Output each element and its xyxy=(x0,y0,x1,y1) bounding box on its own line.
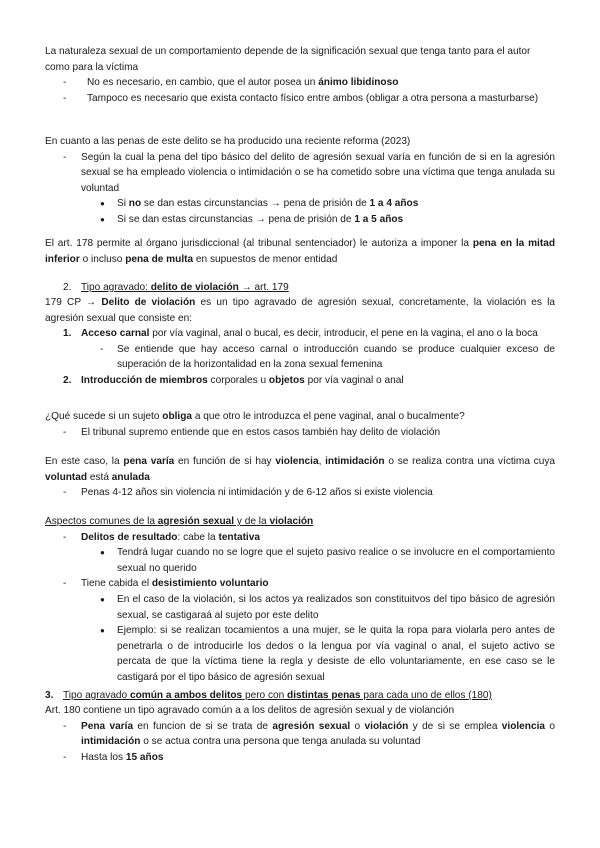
text-run: El art. 178 permite al órgano jurisdiccional (al tribunal sentenciador) le autoriza a imponer la xyxy=(45,238,473,249)
bold-term: anulada xyxy=(111,471,150,483)
bold-term: 1 a 5 años xyxy=(354,213,404,225)
bold-term: agresión sexual xyxy=(272,720,351,732)
dot-bullet: ● xyxy=(100,548,105,558)
section-forced-introduction xyxy=(45,409,555,440)
text-run: o se realiza contra una víctima cuya xyxy=(384,456,556,467)
list-item xyxy=(45,425,555,441)
bold-term: 1 a 4 años xyxy=(369,198,419,210)
list-item-text: Si se dan estas circunstancias → pena de prisión de xyxy=(117,213,355,225)
bold-term: voluntad xyxy=(45,471,88,483)
list-item xyxy=(45,576,555,592)
list-item-text: o se actua contra una persona que tenga anulada su voluntad xyxy=(140,736,421,748)
bold-term: pena en la mitad inferior xyxy=(45,238,555,265)
text-run: ¿Qué sucede si un sujeto xyxy=(45,411,163,422)
item-number: 2. xyxy=(63,374,72,386)
heading-number: 3. xyxy=(45,690,54,701)
numbered-item xyxy=(45,326,555,342)
list-item-text: en funcion de si se trata de xyxy=(133,720,273,732)
dot-bullet: ● xyxy=(100,199,105,209)
bold-term: desistimiento voluntario xyxy=(151,578,269,590)
list-item xyxy=(45,530,555,546)
bold-term: Pena varía xyxy=(81,720,134,732)
heading-text: → art. 179 xyxy=(238,282,289,293)
dot-bullet: ● xyxy=(100,626,105,636)
dot-bullet: ● xyxy=(100,214,105,224)
section-rape-definition xyxy=(45,295,555,389)
text-run: o incluso xyxy=(79,253,126,265)
section-title xyxy=(45,514,555,530)
list-item-text: por vía vaginal o anal xyxy=(304,374,404,386)
sub-list-item xyxy=(45,623,555,685)
list-item xyxy=(45,719,555,750)
dash-bullet: - xyxy=(63,92,67,104)
heading-row xyxy=(45,688,555,704)
section-common-aspects xyxy=(45,514,555,686)
list-item-text: Tampoco es necesario que exista contacto físico entre ambos (obligar a otra persona a masturbarse) xyxy=(87,92,539,104)
heading-text: pero con xyxy=(242,690,288,701)
bold-term: 15 años xyxy=(125,751,164,763)
bold-term: violación xyxy=(364,720,409,732)
list-item xyxy=(45,91,555,107)
dash-bullet: - xyxy=(63,426,67,438)
text-run: En este caso, la xyxy=(45,456,124,467)
sub-list-item xyxy=(45,545,555,576)
numbered-item xyxy=(45,373,555,389)
text-run: 179 CP → xyxy=(45,297,102,308)
section-penalty-varies xyxy=(45,454,555,501)
heading-number: 2. xyxy=(63,282,72,293)
dash-bullet: - xyxy=(63,487,67,499)
list-item-text: Tiene cabida el xyxy=(81,578,152,590)
list-item-text: Hasta los xyxy=(81,751,126,763)
dash-bullet: - xyxy=(63,77,67,89)
heading-aggravated-type xyxy=(45,280,555,296)
heading-common-aggravated xyxy=(45,688,555,704)
bold-term: obliga xyxy=(162,411,193,422)
bold-term: intimidación xyxy=(325,456,385,467)
heading-bold: delito de violación xyxy=(150,282,239,293)
sub-list-item xyxy=(45,212,555,228)
dash-bullet: - xyxy=(63,720,67,732)
text-run: es un tipo agravado de agresión sexual, concretamente, la violación es la agresión sexual que consiste en: xyxy=(45,297,555,324)
list-item-text: o xyxy=(350,720,365,732)
list-item-text: por vía vaginal, anal o bucal, es decir, introducir, el pene en la vagina, el ano o la boca xyxy=(149,328,538,340)
bold-term: Acceso carnal xyxy=(81,328,150,340)
section-sexual-nature xyxy=(45,44,555,106)
list-item-text: Tendrá lugar cuando no se logre que el sujeto pasivo realice o se involucre en el comportamiento sexual no querido xyxy=(117,547,555,574)
paragraph xyxy=(45,409,555,425)
bold-term: Delitos de resultado xyxy=(81,531,178,543)
paragraph xyxy=(45,295,555,326)
list-item-text: corporales u xyxy=(207,374,269,386)
heading-row xyxy=(45,280,555,296)
bold-term: Delito de violación xyxy=(101,297,196,308)
list-item-text: y de si se emplea xyxy=(408,720,502,732)
dash-bullet: - xyxy=(63,531,67,543)
list-item-text: : cabe la xyxy=(177,531,219,543)
bold-term: pena varía xyxy=(123,456,175,467)
list-item-text: No es necesario, en cambio, que el autor posea un xyxy=(87,77,319,89)
sub-list-item xyxy=(45,196,555,212)
list-item xyxy=(45,750,555,766)
bold-term: violencia xyxy=(501,720,545,732)
text-run: , xyxy=(318,456,326,467)
bold-term: violencia xyxy=(275,456,319,467)
paragraph xyxy=(45,454,555,485)
dash-bullet: - xyxy=(63,751,67,763)
list-item-text: Penas 4-12 años sin violencia ni intimidación y de 6-12 años si existe violencia xyxy=(81,487,433,499)
bold-term: pena de multa xyxy=(125,253,194,265)
dot-bullet: ● xyxy=(100,594,105,604)
sub-list-item xyxy=(45,342,555,373)
list-item-text: Se entiende que hay acceso carnal o introducción cuando se produce cualquier exceso de superación de la horizontalidad en la zona sexual femenina xyxy=(117,343,555,371)
text-run: Aspectos comunes de la xyxy=(45,516,158,527)
section-art-180 xyxy=(45,703,555,765)
list-item xyxy=(45,75,555,91)
section-penalties-reform xyxy=(45,134,555,228)
heading-text: Tipo agravado: xyxy=(81,282,151,293)
list-item-text: Si xyxy=(117,198,129,210)
sub-list-item xyxy=(45,592,555,623)
section-art-178 xyxy=(45,236,555,267)
list-item-text: Según la cual la pena del tipo básico del delito de agresión sexual varía en función de si en la agresión sexual se ha empleado violencia o intimidación o se ha cometido sobre una víctima que tenga anulada su voluntad xyxy=(81,151,555,194)
dash-bullet: - xyxy=(63,151,67,163)
paragraph: La naturaleza sexual de un comportamiento depende de la significación sexual que tenga tanto para el autor como para la víctima xyxy=(45,46,531,73)
list-item-text: El tribunal supremo entiende que en estos casos también hay delito de violación xyxy=(81,426,441,438)
bold-term: agresión sexual xyxy=(157,516,235,527)
dash-bullet: - xyxy=(100,343,104,355)
bold-term: intimidación xyxy=(81,736,141,748)
list-item xyxy=(45,150,555,197)
text-run: en función de si hay xyxy=(174,456,276,467)
list-item xyxy=(45,485,555,501)
bold-term: Introducción de miembros xyxy=(81,374,208,386)
bold-term: ánimo libidinoso xyxy=(318,77,399,89)
list-item-text: se dan estas circunstancias → pena de prisión de xyxy=(141,198,370,210)
bold-term: objetos xyxy=(268,374,305,386)
text-run: está xyxy=(87,471,112,483)
bold-term: no xyxy=(128,198,142,210)
heading-text: Tipo agravado xyxy=(63,690,130,701)
heading-bold: común a ambos delitos xyxy=(129,690,243,701)
list-item-text: Ejemplo: si se realizan tocamientos a una mujer, se le quita la ropa para violarla pero antes de penetrarla o de introducirle los dedos o la lengua por vía vaginal o anal, el sujeto activo se percata de que la víctima tiene la regla y desiste de ello voluntariamente, en ese caso se le castigará por el tipo básico de agresión sexual xyxy=(117,625,555,683)
text-run: a que otro le introduzca el pene vaginal, anal o bucalmente? xyxy=(192,411,465,422)
heading-text: para cada uno de ellos (180) xyxy=(360,690,492,701)
paragraph: En cuanto a las penas de este delito se ha producido una reciente reforma (2023) xyxy=(45,136,411,147)
list-item-text: o xyxy=(545,720,555,732)
paragraph xyxy=(45,236,555,267)
heading-bold: distintas penas xyxy=(287,690,361,701)
bold-term: violación xyxy=(269,516,314,527)
dash-bullet: - xyxy=(63,578,67,590)
bold-term: tentativa xyxy=(218,531,260,543)
text-run: y de la xyxy=(234,516,270,527)
text-run: en supuestos de menor entidad xyxy=(193,253,338,265)
item-number: 1. xyxy=(63,328,72,340)
list-item-text: En el caso de la violación, si los actos ya realizados son constituitvos del tipo básico de agresión sexual, se castigaraá al sujeto por este delito xyxy=(117,593,555,621)
paragraph: Art. 180 contiene un tipo agravado común a a los delitos de agresión sexual y de violanción xyxy=(45,705,455,716)
